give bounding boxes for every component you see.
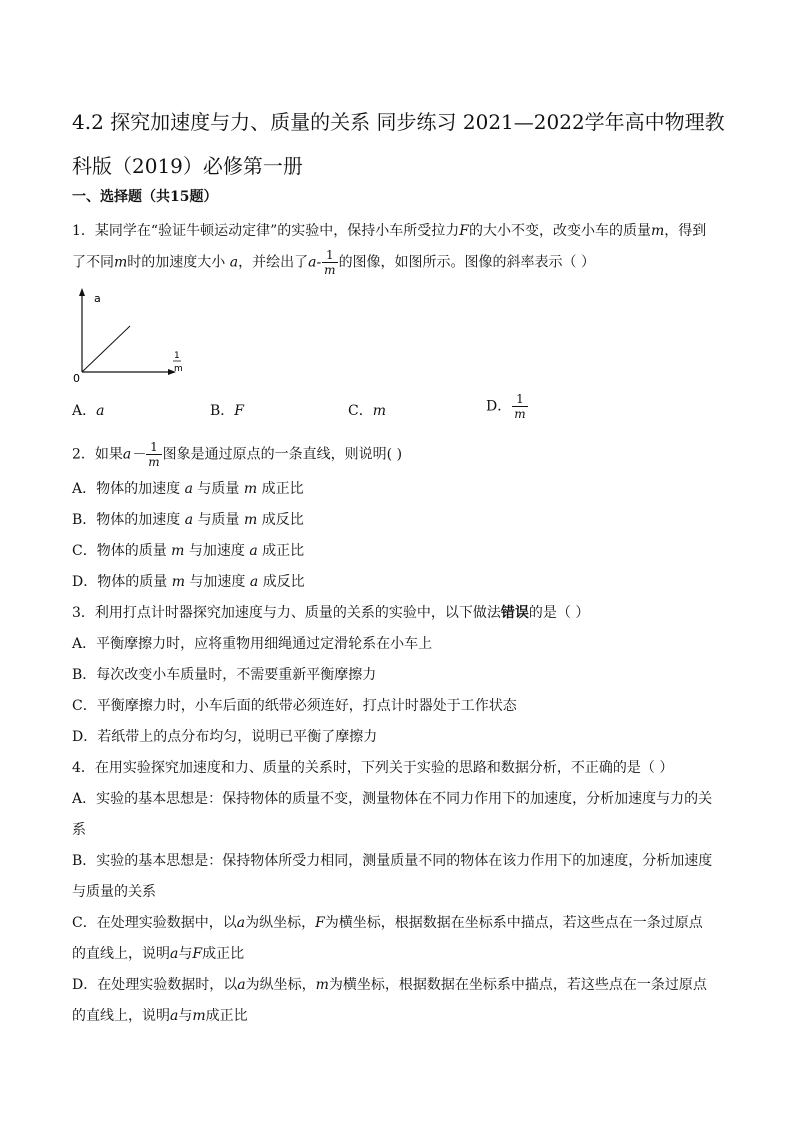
q4-option-a-line1[interactable]: A．实验的基本思想是：保持物体的质量不变，测量物体在不同力作用下的加速度，分析加速度与力的关 [72, 791, 713, 807]
q2-option-c[interactable]: C．物体的质量 m 与加速度 a 成正比 [72, 543, 305, 559]
q2-option-a[interactable]: A．物体的加速度 a 与质量 m 成正比 [72, 481, 304, 497]
q1-option-c[interactable]: C．m [348, 403, 386, 419]
q4-option-a-line2[interactable]: 系 [72, 822, 86, 838]
q4-stem: 4．在用实验探究加速度和力、质量的关系时，下列关于实验的思路和数据分析，不正确的是（ ） [72, 760, 674, 776]
page-title: 4.2 探究加速度与力、质量的关系 同步练习 2021—2022学年高中物理教科版（2019）必修第一册 [72, 110, 725, 178]
q4-option-b-line1[interactable]: B．实验的基本思想是：保持物体所受力相同，测量质量不同的物体在该力作用下的加速度，分析加速度 [72, 853, 713, 869]
q4-option-d-line2[interactable]: 的直线上，说明a与m成正比 [72, 1008, 248, 1024]
q4-option-c-line2[interactable]: 的直线上，说明a与F成正比 [72, 946, 245, 962]
graph-origin: 0 [73, 372, 80, 385]
graph-x-den: m [174, 364, 183, 374]
q4-option-b-line2[interactable]: 与质量的关系 [72, 884, 156, 900]
q3-option-d[interactable]: D．若纸带上的点分布均匀，说明已平衡了摩擦力 [72, 729, 378, 745]
section-heading: 一、选择题（共15题） [72, 189, 218, 205]
graph-x-num: 1 [174, 351, 180, 361]
q3-option-a[interactable]: A．平衡摩擦力时，应将重物用细绳通过定滑轮系在小车上 [72, 636, 433, 652]
q1-graph [68, 286, 188, 386]
q1-fraction: $\frac{1}{m}$ [324, 248, 336, 277]
q3-option-b[interactable]: B．每次改变小车质量时，不需要重新平衡摩擦力 [72, 667, 377, 683]
graph-y-label: a [94, 292, 101, 305]
q4-option-c-line1[interactable]: C．在处理实验数据中，以a为纵坐标，F为横坐标，根据数据在坐标系中描点，若这些点在一条过原点 [72, 915, 703, 931]
q2-option-b[interactable]: B．物体的加速度 a 与质量 m 成反比 [72, 512, 304, 528]
q1-option-d[interactable]: D． $\frac{1}{m}$ [486, 392, 526, 421]
q4-option-d-line1[interactable]: D．在处理实验数据时，以a为纵坐标，m为横坐标，根据数据在坐标系中描点，若这些点在一条过原点 [72, 977, 707, 993]
q1-line-1: 1．某同学在“验证牛顿运动定律”的实验中，保持小车所受拉力F的大小不变，改变小车的质量m，得到 [72, 223, 707, 239]
q1-option-b[interactable]: B．F [210, 403, 245, 419]
q3-option-c[interactable]: C．平衡摩擦力时，小车后面的纸带必须连好，打点计时器处于工作状态 [72, 698, 517, 714]
q2-option-d[interactable]: D．物体的质量 m 与加速度 a 成反比 [72, 574, 305, 590]
q1-line-2: 了不同m时的加速度大小 a，并绘出了a- $\frac{1}{m}$ 的图像，如图所示。图像的斜率表示（ ） [72, 248, 596, 277]
q1-option-a[interactable]: A．a [72, 403, 105, 419]
q3-stem: 3．利用打点计时器探究加速度与力、质量的关系的实验中，以下做法错误的是（ ） [72, 605, 590, 621]
q2-stem: 2．如果a－ $\frac{1}{m}$ 图象是通过原点的一条直线，则说明( ) [72, 440, 403, 469]
